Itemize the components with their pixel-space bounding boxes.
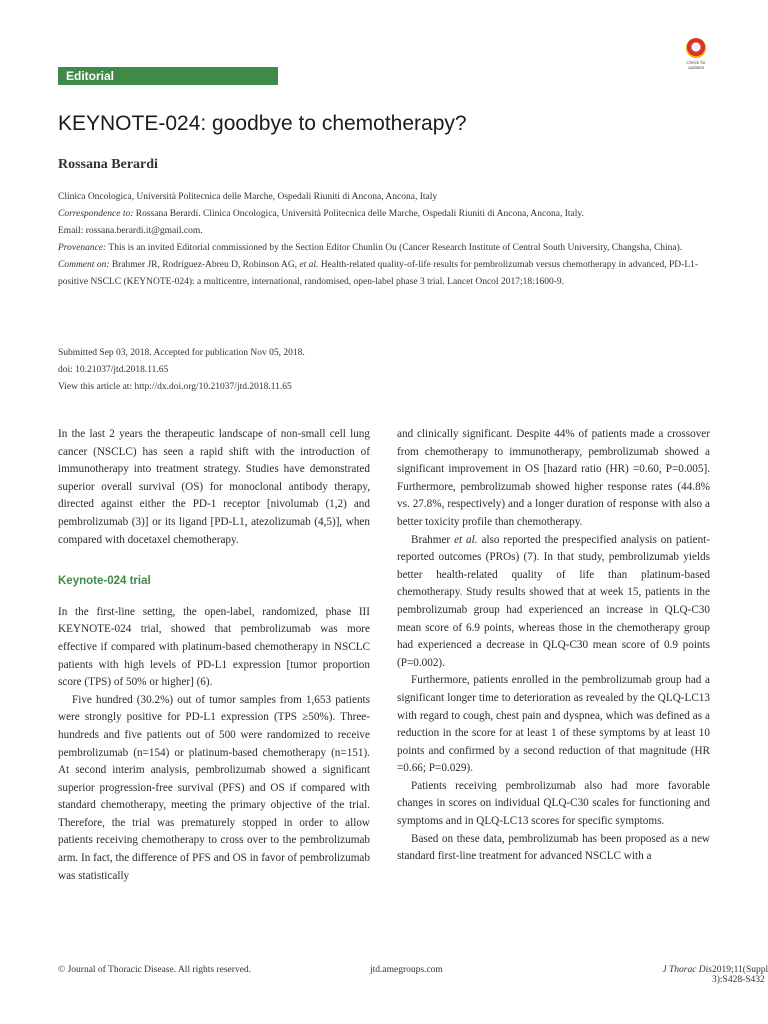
article-title: KEYNOTE-024: goodbye to chemotherapy?	[58, 112, 467, 135]
citation-detail: 2019;11(Suppl 3):S428-S432	[712, 965, 768, 985]
text-run: also reported the prespecified analysis on patient-reported outcomes (PROs) (7). In that study, pembrolizumab yields better health-related quality of life than platinum-based chemotherapy. Study results showed that at week 15, patients in the pembrolizumab group had experienced an increase in QLQ-C30 mean score of 6.9 points, whereas those in the chemotherapy group had experienced a decrease in QLQ-C30 mean score of 0.9 points (P=0.002).	[397, 533, 711, 669]
right-column	[397, 426, 710, 866]
comment-text: Health-related quality-of-life results for pembrolizumab versus chemotherapy in advanced, PD-L1-positive NSCLC (KEYNOTE-024): a multicentre, international, randomised, open-label phase 3 trial. Lancet Oncol 2017;18:1600-9.	[58, 260, 699, 287]
body-paragraph: Based on these data, pembrolizumab has been proposed as a new standard first-line treatment for advanced NSCLC with a	[397, 832, 710, 863]
journal-abbrev: J Thorac Dis	[662, 965, 712, 975]
submitted-line: Submitted Sep 03, 2018. Accepted for publication Nov 05, 2018.	[58, 348, 305, 358]
view-article-line	[58, 379, 712, 396]
provenance	[58, 240, 712, 257]
section-heading: Keynote-024 trial	[58, 575, 151, 588]
copyright: © Journal of Thoracic Disease. All rights reserved.	[58, 965, 252, 975]
body-paragraph: Patients receiving pembrolizumab also had more favorable changes in scores on individual QLQ-C30 scales for functioning and symptoms and in QLQ-LC13 scores for specific symptoms.	[397, 779, 710, 828]
text-run: Brahmer	[411, 533, 451, 546]
comment-authors: Brahmer JR, Rodríguez-Abreu D, Robinson AG,	[111, 260, 298, 270]
body-paragraph: Five hundred (30.2%) out of tumor samples from 1,653 patients were strongly positive for PD-L1 expression (TPS ≥50%). Three-hundreds and five patients out of 500 were randomized to receive pembrolizumab (n=154) or platinum-based chemotherapy (n=151). At second interim analysis, pembrolizumab showed a significant superior progression-free survival (PFS) and OS if compared with standard chemotherapy, meeting the primary objective of the trial. Therefore, the trial was prematurely stopped in order to allow patients receiving chemotherapy to cross over to the pembrolizumab arm. In fact, the difference of PFS and OS in favor of pembrolizumab was statistically	[58, 693, 370, 882]
correspondence	[58, 206, 712, 223]
affiliation: Clinica Oncologica, Università Politecnica delle Marche, Ospedali Riuniti di Ancona, Ancona, Italy	[58, 192, 438, 202]
email-line[interactable]: Email: rossana.berardi.it@gmail.com.	[58, 226, 203, 236]
provenance-label: Provenance:	[58, 243, 107, 253]
comment-etal: et al.	[299, 260, 319, 270]
article-link[interactable]: http://dx.doi.org/10.21037/jtd.2018.11.65	[134, 382, 292, 392]
comment-on	[58, 257, 712, 291]
doi-line: doi: 10.21037/jtd.2018.11.65	[58, 365, 169, 375]
body-paragraph: Furthermore, patients enrolled in the pembrolizumab group had a significant longer time to deterioration as revealed by the QLQ-LC13 with regard to cough, chest pain and dyspnea, which was defined as a reduction in the score for at least 1 of these symptoms by at least 10 points and confirmed by a second reduction of that magnitude (HR =0.66; P=0.029).	[397, 674, 710, 775]
provenance-text: This is an invited Editorial commissioned by the Section Editor Chunlin Ou (Cancer Research Institute of Central South University, Changsha, China).	[108, 243, 683, 253]
correspondence-text: Rossana Berardi. Clinica Oncologica, Università Politecnica delle Marche, Ospedali Riuniti di Ancona, Ancona, Italy.	[135, 209, 584, 219]
citation	[662, 965, 768, 985]
left-column	[58, 426, 370, 885]
body-paragraph	[397, 532, 710, 673]
check-for-updates-icon	[686, 38, 706, 58]
page-footer	[58, 965, 768, 985]
article-meta	[58, 189, 712, 291]
comment-label: Comment on:	[58, 260, 110, 270]
correspondence-label: Correspondence to:	[58, 209, 134, 219]
check-for-updates-badge[interactable]	[679, 38, 713, 74]
body-paragraph: In the last 2 years the therapeutic landscape of non-small cell lung cancer (NSCLC) has seen a rapid shift with the introduction of immunotherapy into treatment strategy. Studies have demonstrated superior overall survival (OS) for monoclonal antibody therapy, directed against either the PD-1 receptor [nivolumab (1,2) and pembrolizumab (3)] or its ligand [PD-L1, atezolizumab (4,5)], when compared with docetaxel chemotherapy.	[58, 428, 370, 546]
view-label: View this article at:	[58, 382, 133, 392]
article-history	[58, 345, 712, 396]
text-run-italic: et al.	[454, 533, 478, 546]
author-name: Rossana Berardi	[58, 157, 158, 172]
badge-text: Check for updates	[686, 60, 706, 70]
section-label: Editorial	[58, 67, 278, 85]
body-paragraph: and clinically significant. Despite 44% of patients made a crossover from chemotherapy to immunotherapy, pembrolizumab showed a significant improvement in OS [hazard ratio (HR) =0.60, P=0.005]. Furthermore, pembrolizumab showed higher response rates (44.8% vs. 27.8%, respectively) and a longer duration of response with also a better toxicity profile than chemotherapy.	[397, 428, 710, 528]
site-link[interactable]: jtd.amegroups.com	[370, 965, 443, 975]
body-paragraph: In the first-line setting, the open-label, randomized, phase III KEYNOTE-024 trial, showed that pembrolizumab was more effective if compared with platinum-based chemotherapy in NSCLC patients with high levels of PD-L1 expression [tumor proportion score (TPS) of 50% or higher] (6).	[58, 605, 370, 689]
